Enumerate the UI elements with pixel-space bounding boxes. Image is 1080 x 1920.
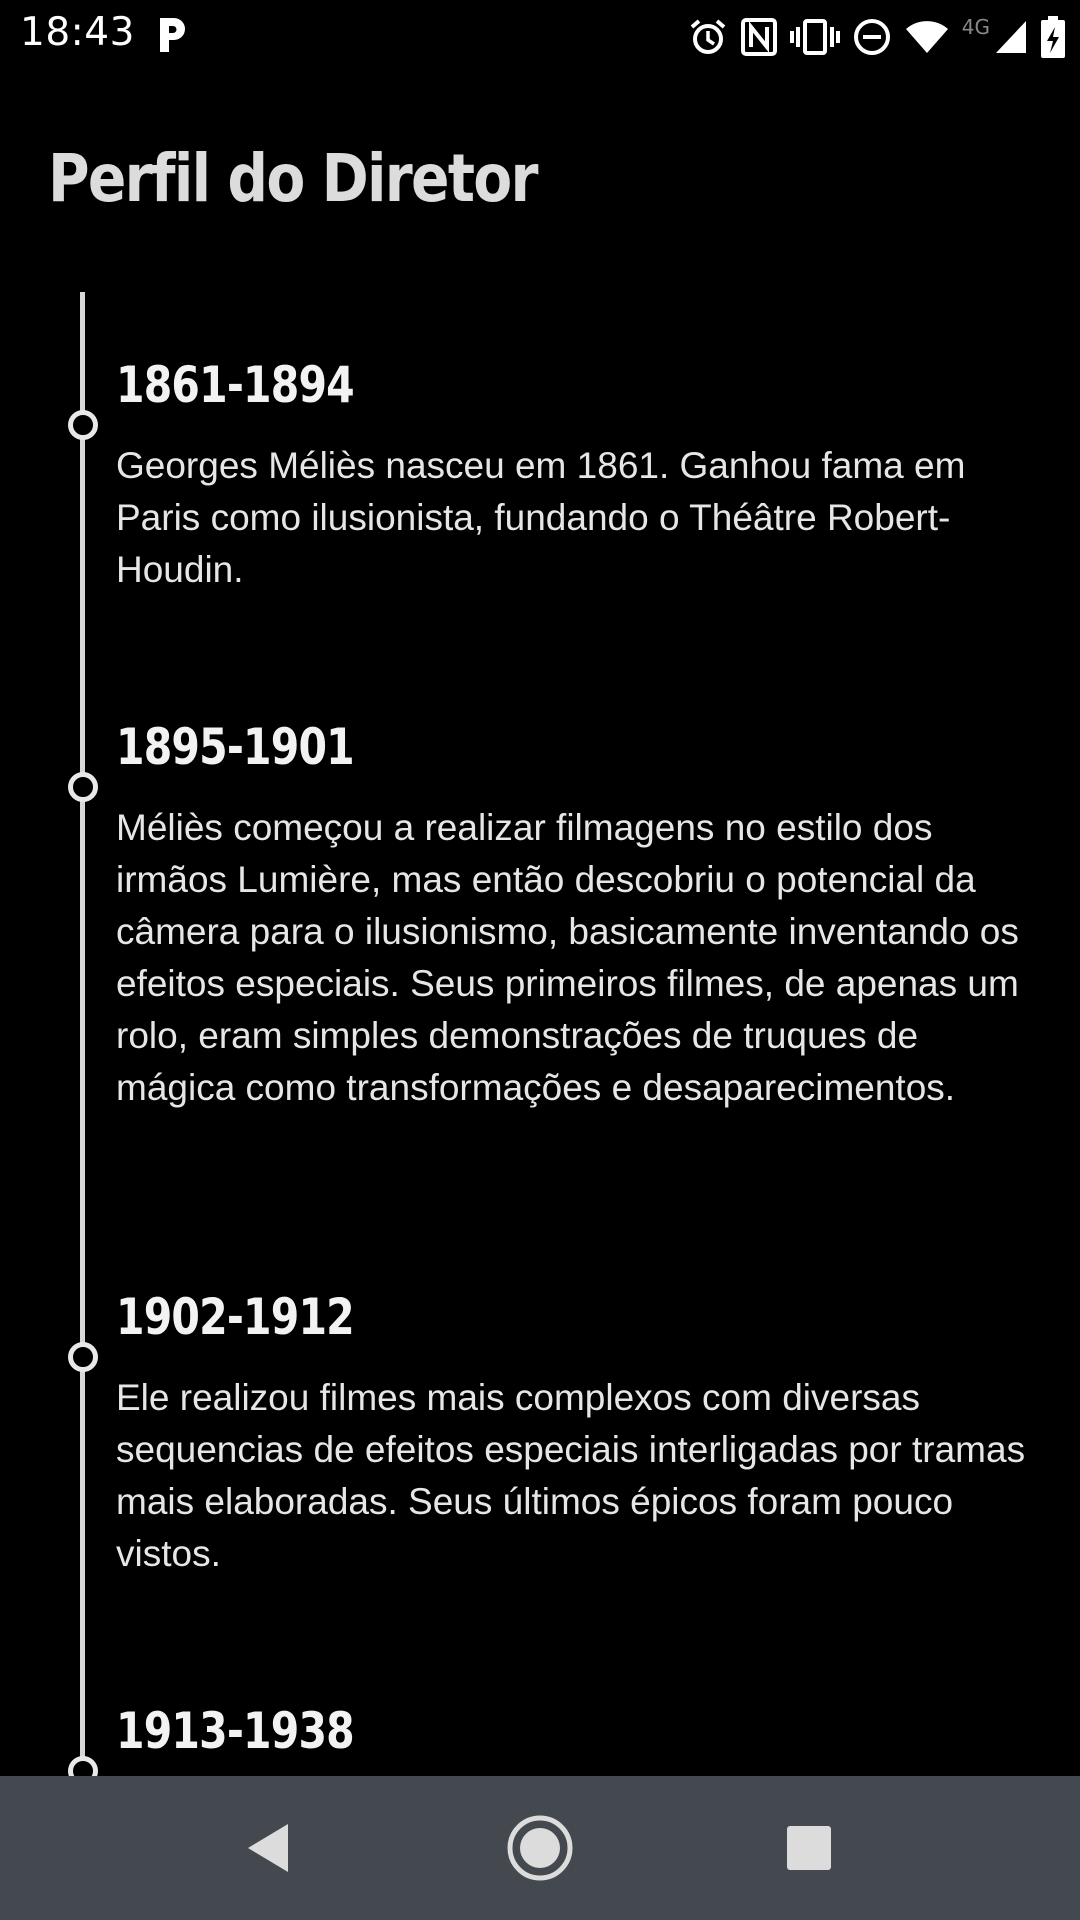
navigation-bar	[0, 1776, 1080, 1920]
timeline-line	[80, 292, 85, 1772]
home-button[interactable]	[460, 1776, 620, 1920]
p-icon	[156, 14, 190, 56]
timeline-dot	[68, 410, 98, 440]
dnd-icon	[852, 17, 892, 57]
status-bar	[0, 0, 1080, 75]
timeline-years: 1895-1901	[116, 718, 354, 776]
wifi-icon	[904, 17, 950, 57]
back-button[interactable]	[188, 1776, 348, 1920]
back-icon	[244, 1822, 292, 1874]
timeline-text: Ele realizou filmes mais complexos com diversas sequencias de efeitos especiais interligadas por tramas mais elaboradas. Seus últimos épicos foram pouco vistos.	[116, 1377, 1026, 1574]
timeline-years: 1913-1938	[116, 1702, 354, 1760]
timeline-dot	[68, 1342, 98, 1372]
vibrate-icon	[790, 17, 840, 57]
network-type-label: 4G	[961, 15, 990, 39]
home-icon	[506, 1814, 574, 1882]
recents-button[interactable]	[729, 1776, 889, 1920]
timeline-text: Méliès começou a realizar filmagens no estilo dos irmãos Lumière, mas então descobriu o potencial da câmera para o ilusionismo, basicamente inventando os efeitos especiais. Seus primeiros filmes, de apenas um rolo, eram simples demonstrações de truques de mágica como transformações e desaparecimentos.	[116, 807, 1019, 1108]
battery-charging-icon	[1040, 15, 1066, 59]
nfc-icon	[740, 17, 778, 57]
status-time: 18:43	[20, 10, 135, 55]
timeline-years: 1861-1894	[116, 356, 354, 414]
status-icons	[688, 14, 1066, 60]
timeline-years: 1902-1912	[116, 1288, 354, 1346]
cell-signal-icon	[994, 17, 1028, 57]
timeline-dot	[68, 772, 98, 802]
alarm-icon	[688, 17, 728, 57]
recents-icon	[785, 1824, 833, 1872]
page-title: Perfil do Diretor	[48, 140, 537, 217]
timeline-text: Georges Méliès nasceu em 1861. Ganhou fama em Paris como ilusionista, fundando o Théâtre Robert-Houdin.	[116, 445, 966, 590]
